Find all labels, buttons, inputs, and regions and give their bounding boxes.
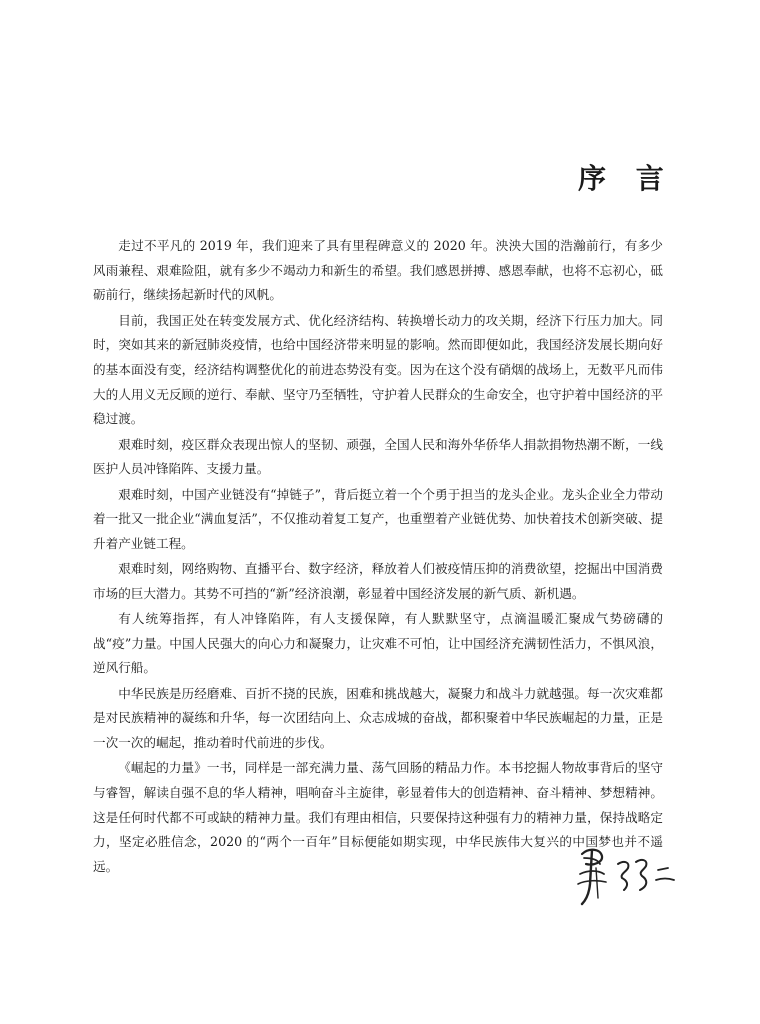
paragraph-7: 中华民族是历经磨难、百折不挠的民族，困难和挑战越大，凝聚力和战斗力就越强。每一次灾难都是对民族精神的凝练和升华，每一次团结向上、众志成城的奋战，都积聚着中华民族崛起的力量，正是一次一次的崛起，推动着时代前进的步伐。 — [93, 685, 663, 751]
page-title: 序 言 — [578, 161, 674, 195]
paragraph-3: 艰难时刻，疫区群众表现出惊人的坚韧、顽强，全国人民和海外华侨华人捐款捐物热潮不断，一线医护人员冲锋陷阵、支援力量。 — [93, 436, 663, 477]
preface-body — [93, 234, 663, 880]
paragraph-2: 目前，我国正处在转变发展方式、优化经济结构、转换增长动力的攻关期，经济下行压力加大。同时，突如其来的新冠肺炎疫情，也给中国经济带来明显的影响。然而即便如此，我国经济发展长期向好的基本面没有变，经济结构调整优化的前进态势没有变。因为在这个没有硝烟的战场上，无数平凡而伟大的人用义无反顾的逆行、奉献、坚守乃至牺牲，守护着人民群众的生命安全，也守护着中国经济的平稳过渡。 — [93, 312, 663, 427]
handwritten-signature — [570, 840, 680, 912]
paragraph-1: 走过不平凡的 2019 年，我们迎来了具有里程碑意义的 2020 年。泱泱大国的浩瀚前行，有多少风雨兼程、艰难险阻，就有多少不竭动力和新生的希望。我们感恩拼搏、感恩奉献，也将不忘初心，砥砺前行，继续扬起新时代的风帆。 — [93, 238, 663, 303]
signature-icon — [570, 840, 680, 912]
paragraph-6: 有人统筹指挥，有人冲锋陷阵，有人支援保障，有人默默坚守，点滴温暖汇聚成气势磅礴的战“疫”力量。中国人民强大的向心力和凝聚力，让灾难不可怕，让中国经济充满韧性活力，不惧风浪，逆风行船。 — [93, 611, 663, 676]
paragraph-4: 艰难时刻，中国产业链没有“掉链子”，背后挺立着一个个勇于担当的龙头企业。龙头企业全力带动着一批又一批企业“满血复活”，不仅推动着复工复产，也重塑着产业链优势、加快着技术创新突破、提升着产业链工程。 — [93, 486, 663, 551]
paragraph-5: 艰难时刻，网络购物、直播平台、数字经济，释放着人们被疫情压抑的消费欲望，挖掘出中国消费市场的巨大潜力。其势不可挡的“新”经济浪潮，彰显着中国经济发展的新气质、新机遇。 — [93, 561, 663, 601]
paragraph-8: 《崛起的力量》一书，同样是一部充满力量、荡气回肠的精品力作。本书挖掘人物故事背后的坚守与睿智，解读自强不息的华人精神，唱响奋斗主旋律，彰显着伟大的创造精神、奋斗精神、梦想精神。这是任何时代都不可或缺的精神力量。我们有理由相信，只要保持这种强有力的精神力量，保持战略定力，坚定必胜信念，2020 的“两个一百年”目标便能如期实现，中华民族伟大复兴的中国梦也并不遥远。 — [93, 760, 663, 875]
